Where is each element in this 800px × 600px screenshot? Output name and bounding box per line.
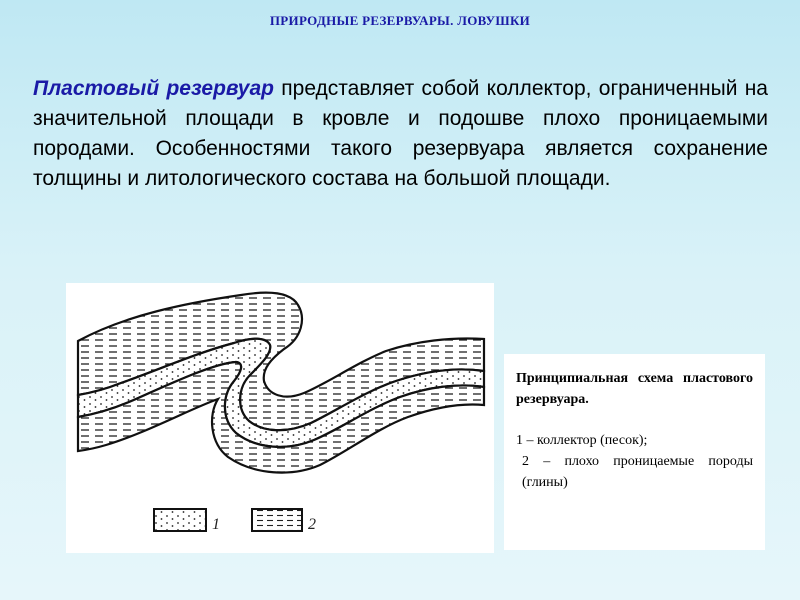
definition-paragraph [33, 74, 768, 194]
slide-title: ПРИРОДНЫЕ РЕЗЕРВУАРЫ. ЛОВУШКИ [269, 13, 531, 28]
legend-swatch-1 [154, 509, 206, 531]
caption-item-clay: 2 – плохо проницаемые породы (глины) [522, 454, 753, 490]
reservoir-diagram-svg [66, 283, 494, 553]
caption-item-collector: 1 – коллектор (песок); [516, 433, 648, 448]
legend-swatch-2 [252, 509, 302, 531]
legend-number-2: 2 [308, 516, 316, 533]
caption-title: Принципиальная схема пластового резервуара. [516, 371, 753, 407]
reservoir-diagram [66, 283, 494, 553]
definition-text: представляет собой коллектор, ограниченный на значительной площади в кровле и подошве плохо проницаемыми породами. Особенностями такого резервуара является сохранение толщины и литологического состава на большой площади. [33, 77, 768, 190]
legend-number-1: 1 [212, 516, 220, 533]
caption-box [504, 354, 765, 550]
definition-term: Пластовый резервуар [33, 77, 274, 100]
